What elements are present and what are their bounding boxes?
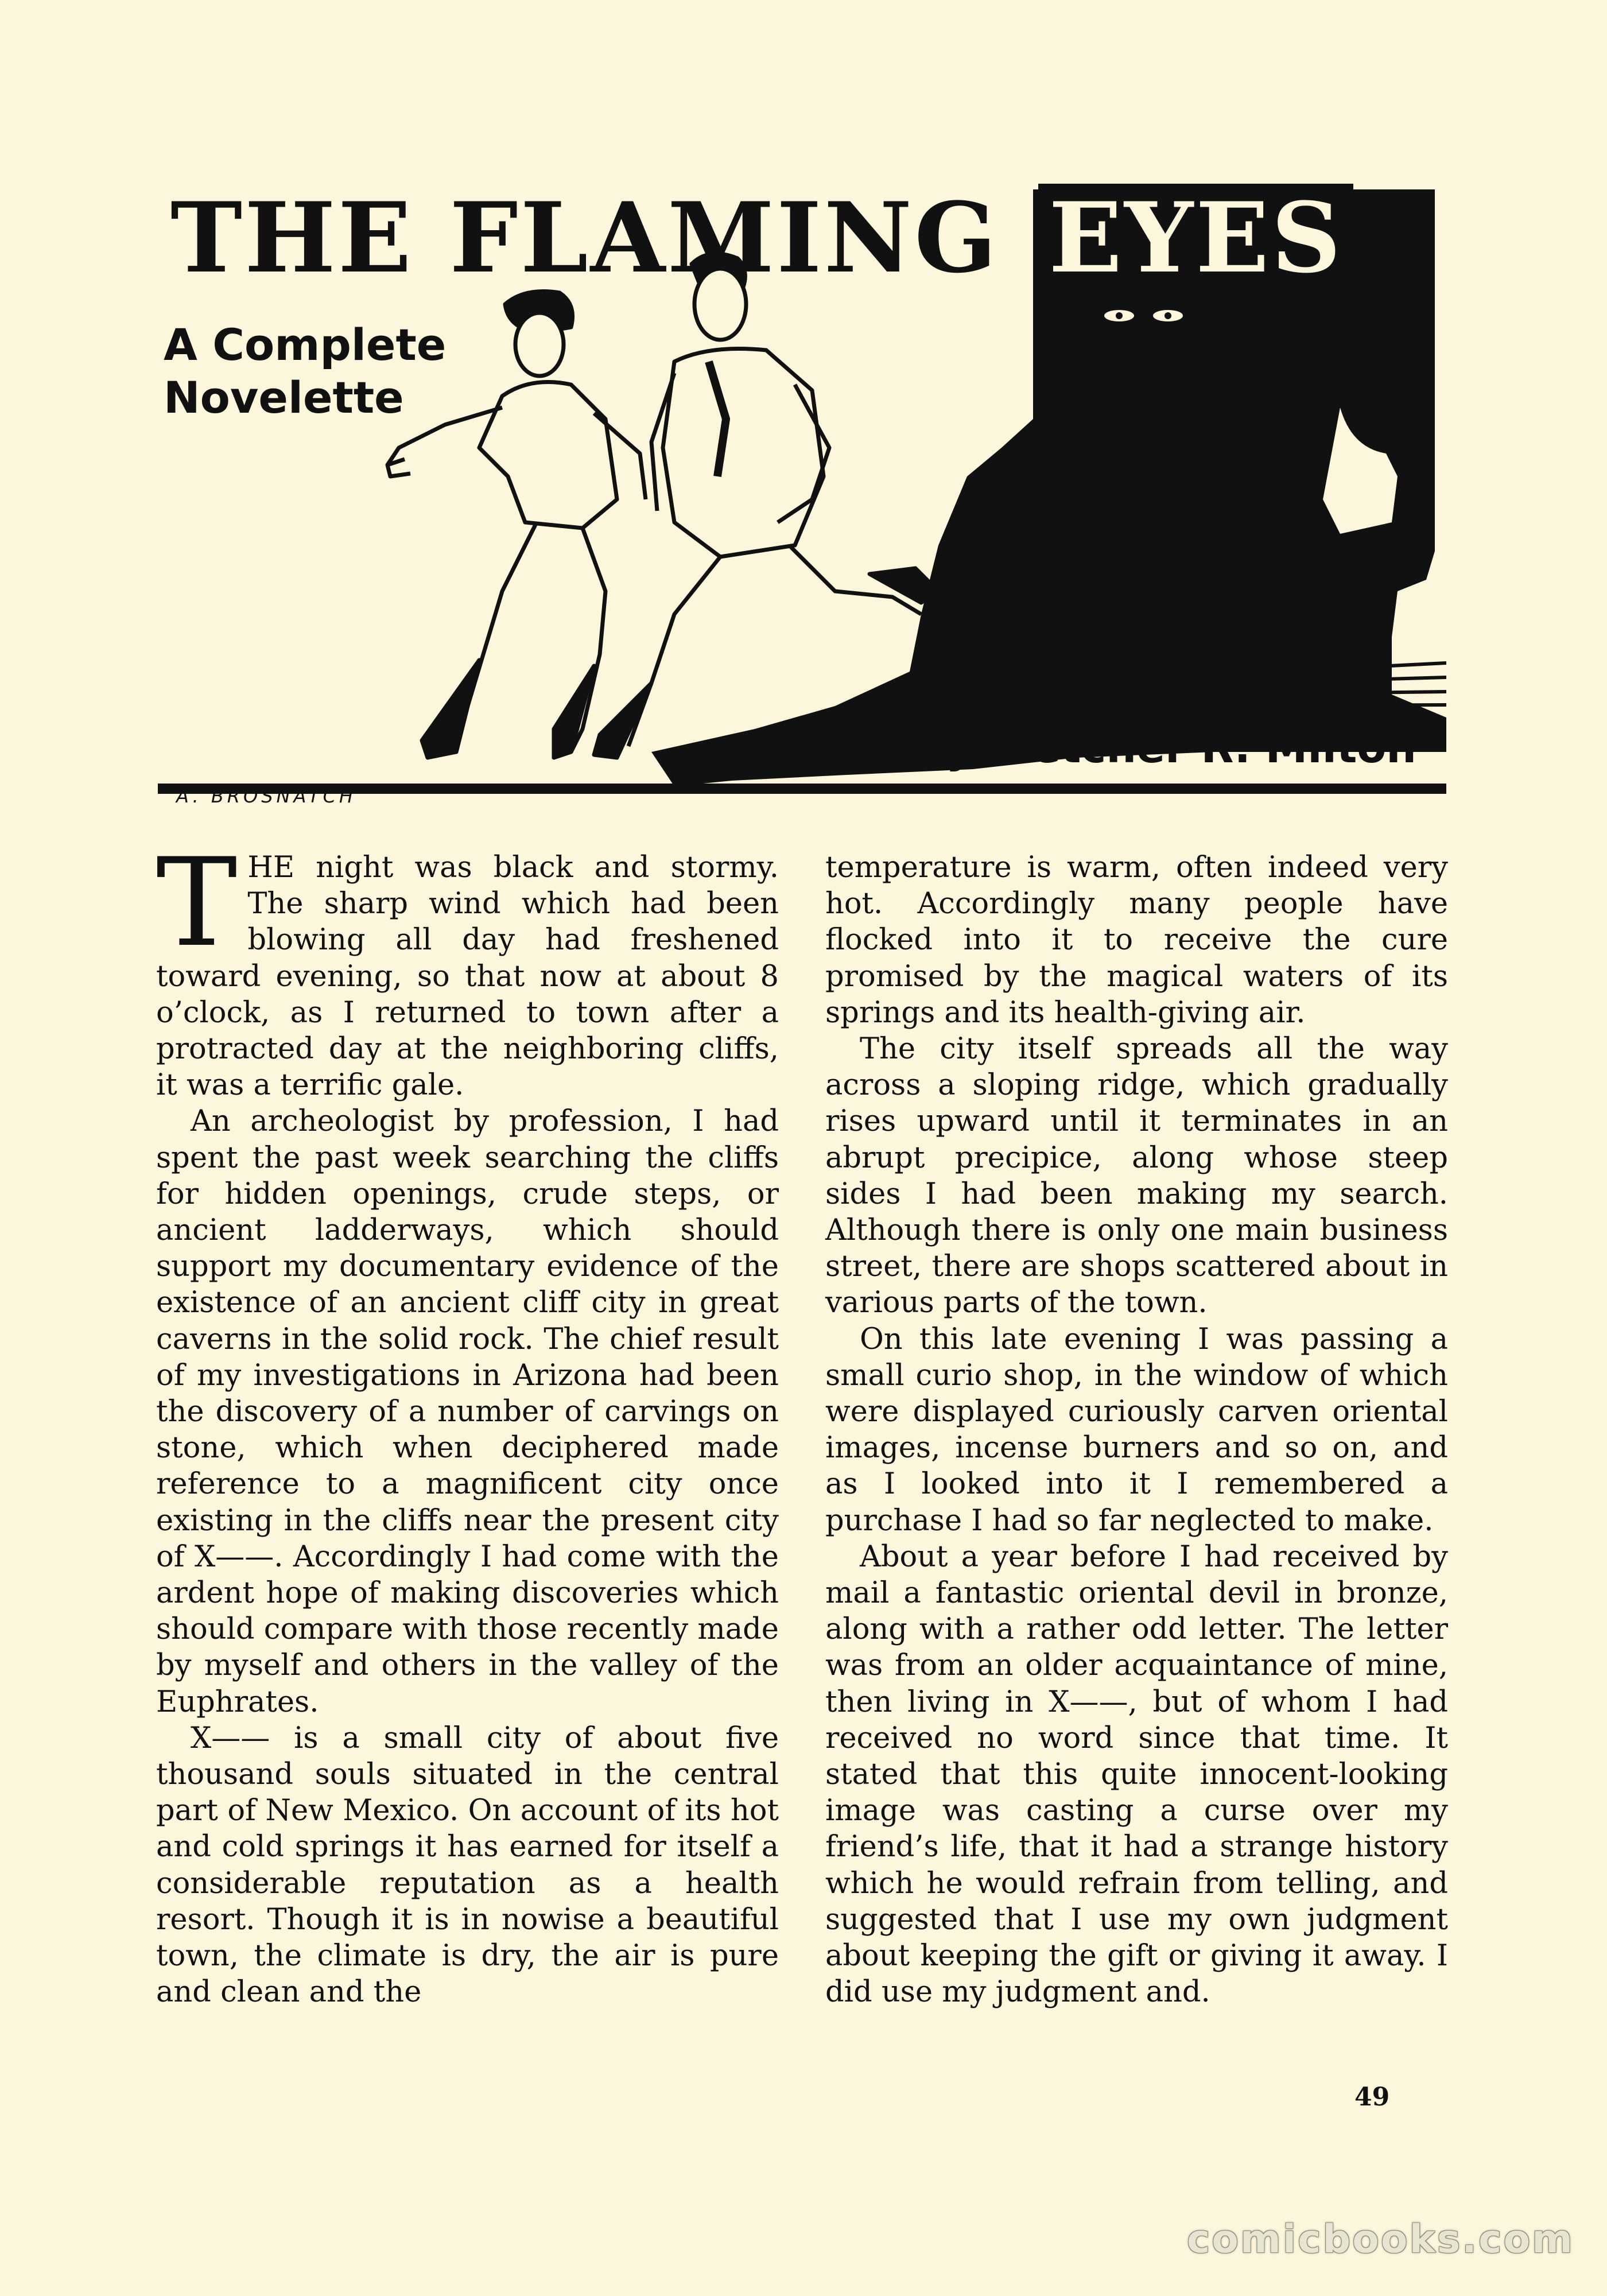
title-part-1: THE FLAMING [170, 181, 999, 294]
watermark: comicbooks.com [1187, 2217, 1575, 2262]
title-part-2: EYES [1038, 184, 1353, 286]
story-title [170, 181, 1353, 294]
fleeing-man-right-figure [594, 254, 938, 758]
paragraph: About a year before I had received by mail a fantastic oriental devil in bronze, along with a rather odd letter. The letter was from an older acquaintance of mine, then living in X——, but of whom I had received no word since that time. It stated that this quite innocent-looking image was casting a curse over my friend’s life, that it had a strange history which he would refrain from telling, and suggested that I use my own judgment about keeping the gift or giving it away. I did use my judgment and. [825, 1539, 1448, 2010]
text-column-right [825, 850, 1448, 2011]
drop-cap: T [156, 832, 238, 974]
text-column-left [156, 832, 779, 2011]
subtitle-line-1: A Complete [164, 319, 447, 370]
page-number: 49 [1354, 2082, 1390, 2112]
paragraph [156, 832, 779, 1103]
paragraph: temperature is warm, often indeed very hot. Accordingly many people have flocked into it to receive the cure promised by the magical waters of its springs and its health-giving air. [825, 851, 1448, 1030]
story-subtitle [164, 319, 446, 424]
paragraph: An archeologist by profession, I had spent the past week searching the cliffs for hidden openings, crude steps, or ancient ladderways, which should support my documentary evidence of the existence of an ancient cliff city in great caverns in the solid rock. The chief result of my investigations in Arizona had been the discovery of a number of carvings on stone, which when deciphered made reference to a magnificent city once existing in the cliffs near the present city of X——. Accordingly I had come with the ardent hope of making discoveries which should compare with those recently made by myself and others in the valley of the Euphrates. [156, 1104, 779, 1719]
paragraph: The city itself spreads all the way across a sloping ridge, which gradually rises upward until it terminates in an abrupt precipice, along whose steep sides I had been making my search. Although there is only one main business street, there are shops scattered about in various parts of the town. [825, 1032, 1448, 1320]
paragraph: X—— is a small city of about five thousand souls situated in the central part of New Mexico. On account of its hot and cold springs it has earned for itself a considerable reputation as a health resort. Though it is in nowise a beautiful town, the climate is dry, the air is pure and clean and the [156, 1721, 779, 2010]
paragraph: On this late evening I was passing a small curio shop, in the window of which were displayed curiously carven oriental images, incense burners and so on, and as I looked into it I remembered a purchase I had so far neglected to make. [825, 1322, 1448, 1538]
subtitle-line-2: Novelette [164, 372, 404, 423]
illustrator-signature: A. BROSNATCH [176, 785, 356, 807]
author-byline: by Fletcher R. Milton [915, 723, 1416, 773]
paragraph-text: HE night was black and stormy. The sharp wind which had been blowing all day had freshened toward evening, so that now at about 8 o’clock, as I returned to town after a protracted day at the neighboring cliffs, it was a terrific gale. [156, 851, 779, 1103]
story-header [158, 178, 1446, 807]
